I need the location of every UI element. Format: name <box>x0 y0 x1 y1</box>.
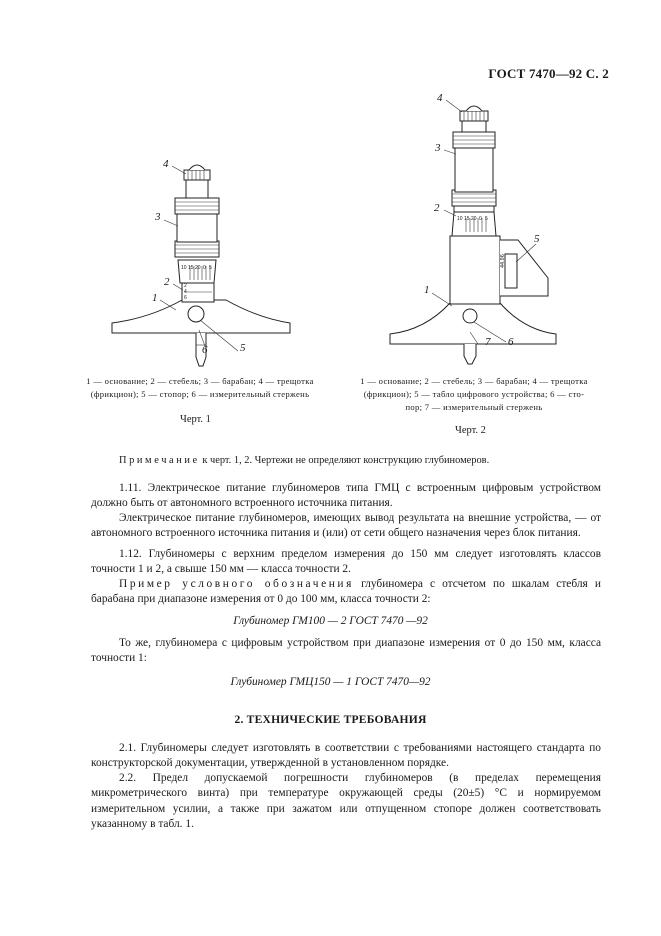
fig2-callout-3: 3 <box>435 142 441 154</box>
section-title: 2. ТЕХНИЧЕСКИЕ ТРЕБОВАНИЯ <box>234 713 427 726</box>
formula-gmc150: Глубиномер ГМЦ150 — 1 ГОСТ 7470—92 <box>230 676 431 688</box>
page-header: ГОСТ 7470—92 С. 2 <box>488 66 609 81</box>
fig2-scale-5: 5 <box>485 216 488 222</box>
fig2-callout-5: 5 <box>534 233 540 245</box>
fig2-callout-2: 2 <box>434 202 440 214</box>
figure-1-drawing <box>100 150 300 370</box>
paragraph-1-11b: Электрическое питание глубиномеров, имеющих вывод результата на внешние устройства, — от автономного встроенного источника питания и (или) от сети общего назначения через блок питания. <box>91 512 601 540</box>
fig2-display-readout: 44.96 <box>500 254 506 268</box>
paragraph-2-1: 2.1. Глубиномеры следует изготовлять в соответствии с требованиями настоящего стандарта по конструкторской документации, утвержденной в установленном порядке. <box>91 742 601 770</box>
fig2-legend-line-1: 1 — основание; 2 — стебель; 3 — барабан; 4 — трещотка <box>360 376 588 386</box>
paragraph-1-12: 1.12. Глубиномеры с верхним пределом измерения до 150 мм следует изготовлять классов точности 1 и 2, а свыше 150 мм — класса точности 2. <box>91 548 601 576</box>
fig1-callout-6: 6 <box>202 344 208 356</box>
figure-2-drawing <box>380 90 580 370</box>
fig1-legend <box>70 375 330 401</box>
fig1-scale-20: 20 <box>195 265 201 271</box>
formula-gm100: Глубиномер ГМ100 — 2 ГОСТ 7470 —92 <box>233 615 428 627</box>
fig1-scale-0: 0 <box>203 265 206 271</box>
fig1-legend-line-1: 1 — основание; 2 — стебель; 3 — барабан; 4 — трещотка <box>86 376 314 386</box>
fig1-callout-1: 1 <box>152 292 158 304</box>
fig2-scale-20: 20 <box>471 216 477 222</box>
fig1-callout-2: 2 <box>164 276 170 288</box>
paragraph-2-2: 2.2. Предел допускаемой погрешности глубиномеров (в пределах перемещения микрометрического винта) при температуре окружающей среды (20±5) °С и нормируемом измерительном усилии, а также при зажатом или отпущенном стопоре должен соответствовать указанному в табл. 1. <box>91 772 601 830</box>
fig1-scale-10: 10 <box>181 265 187 271</box>
fig1-stem-digit-6: 6 <box>184 295 187 301</box>
example-paragraph <box>91 577 601 608</box>
fig1-scale-5: 5 <box>209 265 212 271</box>
fig2-legend-line-2: (фрикцион); 5 — табло цифрового устройства; 6 — сто- <box>363 389 585 399</box>
fig2-legend <box>346 375 602 414</box>
note-text: к черт. 1, 2. Чертежи не определяют конструкцию глубиномеров. <box>202 455 490 466</box>
fig1-stem-digit-4: 4 <box>184 289 187 295</box>
fig2-callout-1: 1 <box>424 284 430 296</box>
fig2-scale-0: 0 <box>479 216 482 222</box>
fig1-legend-line-2: (фрикцион); 5 — стопор; 6 — измерительный стержень <box>90 389 310 399</box>
fig1-callout-3: 3 <box>155 211 161 223</box>
note-label: Примечание <box>119 455 200 466</box>
example-text: глубиномера с отсчетом по шкалам стебля и барабана при диапазоне измерения от 0 до 100 мм, класса точности 2: <box>91 578 601 606</box>
fig1-callout-4: 4 <box>163 158 169 170</box>
fig2-callout-4: 4 <box>437 92 443 104</box>
fig2-callout-7: 7 <box>485 336 491 348</box>
fig2-caption: Черт. 2 <box>455 425 486 436</box>
fig1-caption: Черт. 1 <box>180 414 211 425</box>
example-label: Пример условного обозначения <box>119 578 354 590</box>
fig2-scale-15: 15 <box>464 216 470 222</box>
fig1-callout-5: 5 <box>240 342 246 354</box>
paragraph-same: То же, глубиномера с цифровым устройством при диапазоне измерения от 0 до 150 мм, класса точности 1: <box>91 637 601 665</box>
paragraph-1-11a: 1.11. Электрическое питание глубиномеров типа ГМЦ с встроенным цифровым устройством должно быть от автономного встроенного источника питания. <box>91 482 601 510</box>
note-paragraph <box>91 453 601 468</box>
fig1-stem-digit-2: 2 <box>184 283 187 289</box>
fig2-scale-10: 10 <box>457 216 463 222</box>
fig2-callout-6: 6 <box>508 336 514 348</box>
fig2-legend-line-3: пор; 7 — измерительный стержень <box>405 402 543 412</box>
fig1-scale-15: 15 <box>188 265 194 271</box>
